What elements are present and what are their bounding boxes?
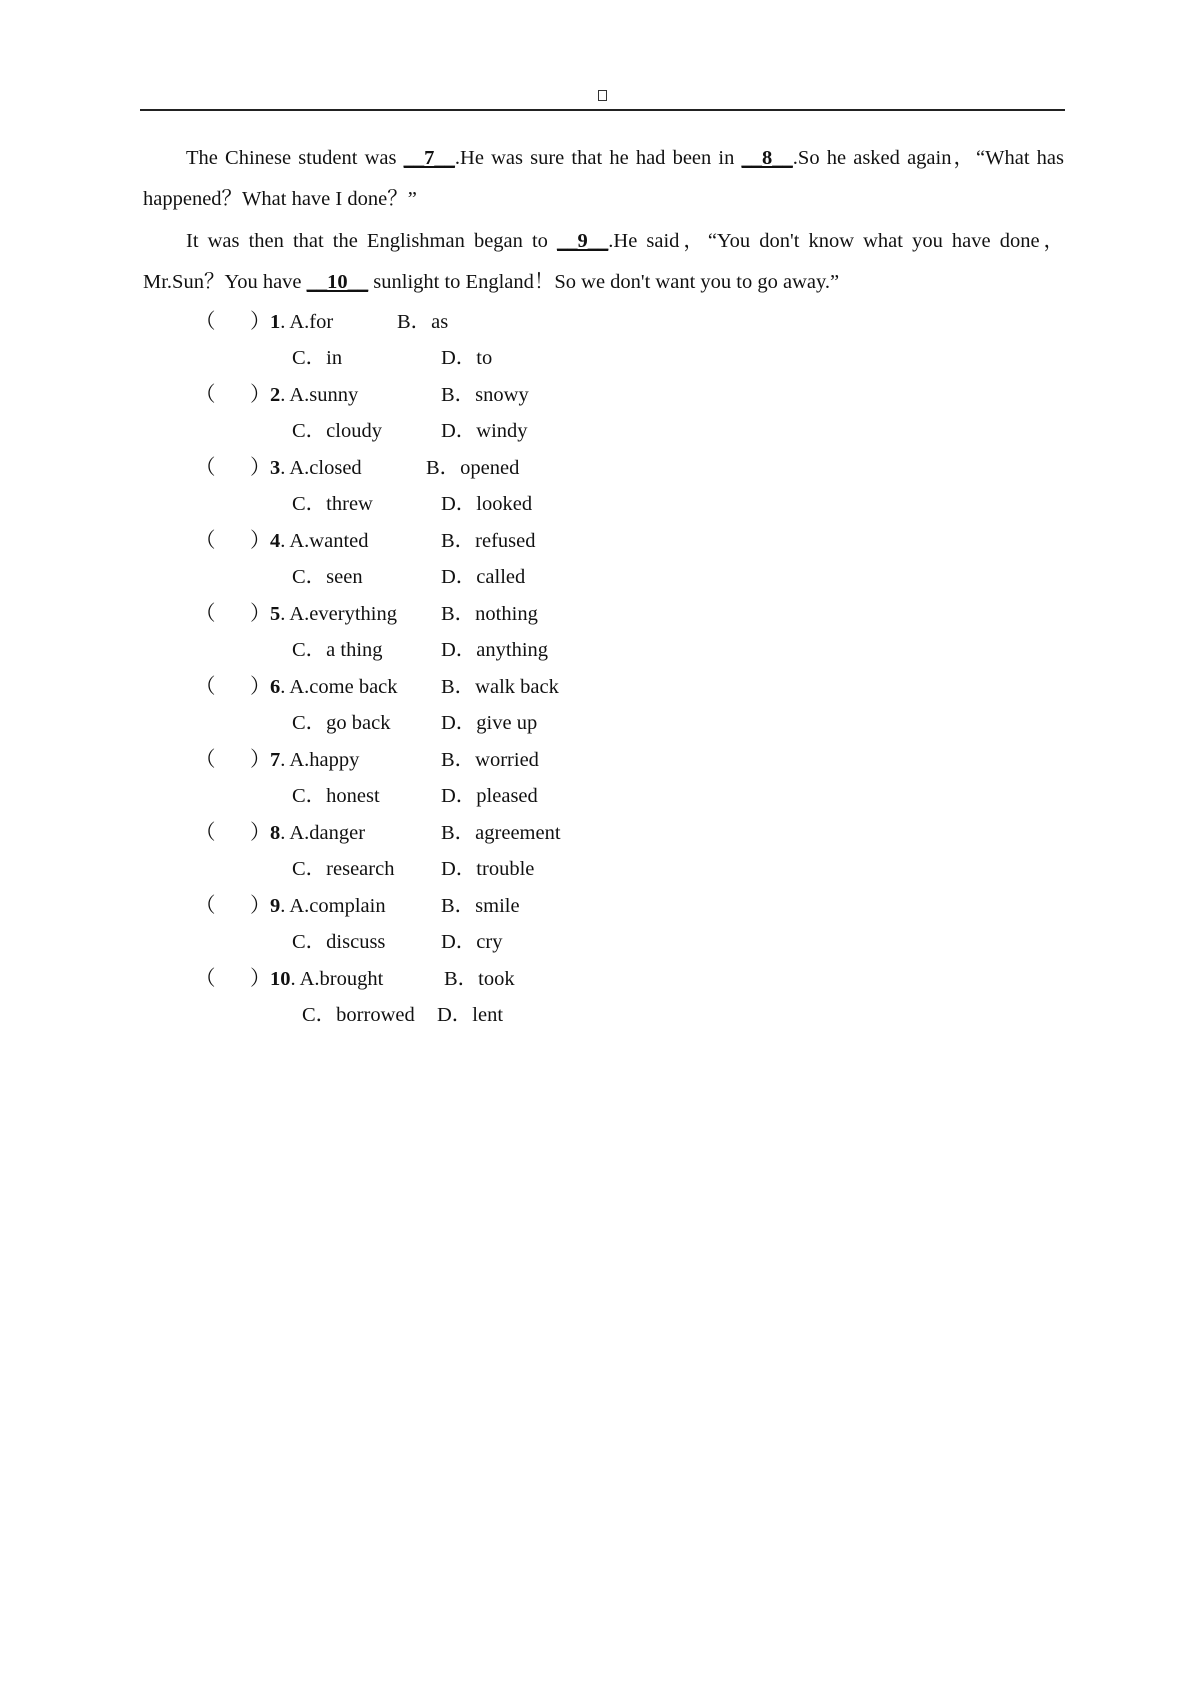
question-10-label (270, 961, 383, 997)
passage-text: .So he asked again，“What has happened？What have I done？” (143, 147, 1064, 210)
question-2-label (270, 377, 358, 413)
answer-paren-close: ） (250, 311, 271, 333)
answer-paren-close: ） (250, 749, 271, 771)
answer-paren-close: ） (250, 895, 271, 917)
option-c: C．threw (292, 493, 373, 515)
option-b: B．as (397, 311, 449, 333)
question-number: 2 (270, 384, 281, 406)
option-d: D．called (441, 566, 526, 588)
option-b: B．worried (441, 749, 539, 771)
question-number: 4 (270, 530, 281, 552)
option-d: D．cry (441, 931, 503, 953)
option-d: D．anything (441, 639, 549, 661)
question-number: 3 (270, 457, 281, 479)
passage-text: It was then that the Englishman began to (186, 230, 558, 252)
option-d: D．trouble (441, 858, 535, 880)
option-d: D．give up (441, 712, 538, 734)
question-8-label (270, 815, 365, 851)
answer-paren-close: ） (250, 384, 271, 406)
question-5-label (270, 596, 397, 632)
passage-paragraph-1 (143, 138, 1064, 220)
answer-paren-open: （ (195, 749, 216, 771)
question-number: 9 (270, 895, 281, 917)
option-b: B．took (444, 968, 515, 990)
option-c: C．seen (292, 566, 363, 588)
passage-paragraph-2 (143, 221, 1064, 303)
blank-9: __9__ (557, 230, 609, 252)
option-d: D．looked (441, 493, 533, 515)
option-c: C．research (292, 858, 395, 880)
option-c: C．in (292, 347, 343, 369)
blank-7: __7__ (403, 147, 455, 169)
question-6-label (270, 669, 398, 705)
question-number: 5 (270, 603, 281, 625)
answer-paren-open: （ (195, 895, 216, 917)
option-a: . A.brought (290, 968, 384, 990)
question-number: 6 (270, 676, 281, 698)
question-number: 7 (270, 749, 281, 771)
option-c: C．go back (292, 712, 391, 734)
passage-text: .He was sure that he had been in (454, 147, 742, 169)
option-c: C．a thing (292, 639, 383, 661)
answer-paren-open: （ (195, 603, 216, 625)
option-b: B．snowy (441, 384, 529, 406)
answer-paren-close: ） (250, 603, 271, 625)
answer-paren-close: ） (250, 530, 271, 552)
answer-paren-close: ） (250, 822, 271, 844)
answer-paren-open: （ (195, 530, 216, 552)
passage-text: .He said，“You don't know what you have done，Mr.Sun？You have (143, 230, 1064, 293)
answer-paren-open: （ (195, 311, 216, 333)
question-9-label (270, 888, 386, 924)
blank-10: __10__ (306, 271, 369, 293)
passage-text: The Chinese student was (186, 147, 404, 169)
question-4-label (270, 523, 369, 559)
question-number: 10 (270, 968, 291, 990)
option-a: . A.wanted (280, 530, 369, 552)
question-3-label (270, 450, 362, 486)
option-c: C．cloudy (292, 420, 382, 442)
option-b: B．smile (441, 895, 520, 917)
question-7-label (270, 742, 359, 778)
option-d: D．pleased (441, 785, 538, 807)
option-d: D．windy (441, 420, 528, 442)
option-d: D．to (441, 347, 493, 369)
option-c: C．discuss (292, 931, 386, 953)
header-rule (140, 109, 1065, 111)
answer-paren-open: （ (195, 676, 216, 698)
option-b: B．nothing (441, 603, 538, 625)
option-a: . A.closed (280, 457, 362, 479)
option-b: B．walk back (441, 676, 559, 698)
option-c: C．borrowed (302, 1004, 415, 1026)
blank-8: __8__ (741, 147, 793, 169)
option-b: B．refused (441, 530, 536, 552)
question-1-label (270, 304, 333, 340)
answer-paren-open: （ (195, 968, 216, 990)
option-d: D．lent (437, 1004, 504, 1026)
answer-paren-open: （ (195, 822, 216, 844)
option-a: . A.sunny (280, 384, 359, 406)
answer-paren-close: ） (250, 676, 271, 698)
answer-paren-close: ） (250, 457, 271, 479)
option-a: . A.happy (280, 749, 360, 771)
option-a: . A.complain (280, 895, 386, 917)
question-number: 8 (270, 822, 281, 844)
option-a: . A.for (280, 311, 334, 333)
option-b: B．agreement (441, 822, 561, 844)
answer-paren-close: ） (250, 968, 271, 990)
answer-paren-open: （ (195, 457, 216, 479)
option-a: . A.everything (280, 603, 397, 625)
option-a: . A.come back (280, 676, 398, 698)
passage-text: sunlight to England！So we don't want you to go away.” (368, 271, 840, 293)
option-c: C．honest (292, 785, 380, 807)
option-a: . A.danger (280, 822, 366, 844)
option-b: B．opened (426, 457, 520, 479)
answer-paren-open: （ (195, 384, 216, 406)
question-number: 1 (270, 311, 281, 333)
header-placeholder-glyph (598, 90, 607, 101)
